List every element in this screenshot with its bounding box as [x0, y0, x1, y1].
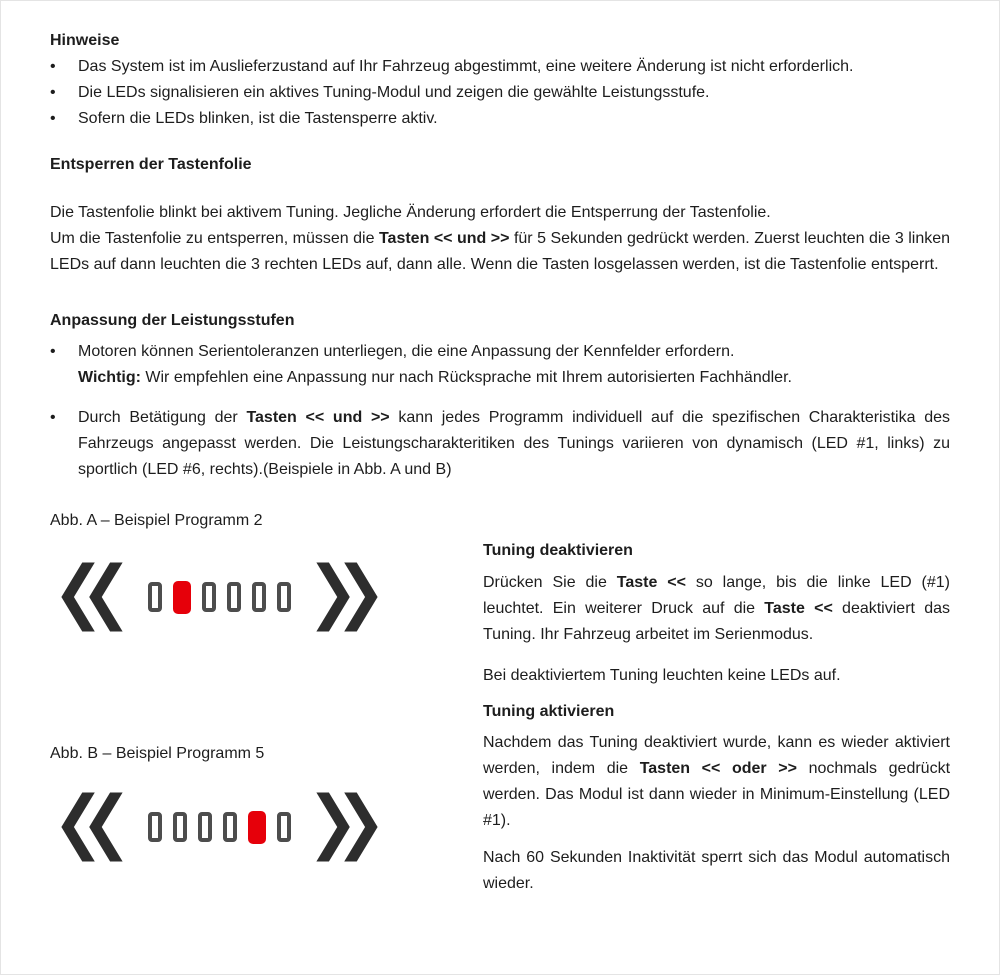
- list-item: [50, 405, 950, 483]
- bullet-text: Durch Betätigung der Tasten << und >> kann jedes Programm individuell auf die spezifischen Charakteristika des Fahrzeugs angepasst werden. Die Leistungscharakteritiken des Tunings variieren von dynamisch (LED #1, links) zu sportlich (LED #6, rechts).(Beispiele in Abb. A und B): [78, 409, 951, 478]
- led-inactive: [198, 812, 212, 842]
- bullet-marker: •: [50, 84, 56, 101]
- led-inactive: [223, 812, 237, 842]
- bullet-text: Sofern die LEDs blinken, ist die Tastensperre aktiv.: [78, 110, 438, 127]
- led-inactive: [148, 812, 162, 842]
- led-active: [248, 811, 266, 844]
- paragraph: Um die Tastenfolie zu entsperren, müssen die Tasten << und >> für 5 Sekunden gedrückt werden. Zuerst leuchten die 3 linken LEDs auf dann leuchten die 3 rechten LEDs auf, dann alle. Wenn die Tasten losgelassen werden, ist die Tastenfolie entsperrt.: [50, 230, 951, 273]
- paragraph: Drücken Sie die Taste << so lange, bis die linke LED (#1) leuchtet. Ein weiterer Druck auf die Taste << deaktiviert das Tuning. Ihr Fahrzeug arbeitet im Serienmodus.: [483, 574, 951, 643]
- paragraph-line: Die Tastenfolie blinkt bei aktivem Tuning. Jegliche Änderung erfordert die Entsperrung der Tastenfolie.: [50, 204, 771, 221]
- double-chevron-right-icon: [315, 791, 379, 863]
- lower-columns: [50, 483, 950, 895]
- section-title-hinweise: Hinweise: [50, 32, 120, 49]
- led-row: [148, 581, 291, 614]
- bullet-text: Das System ist im Auslieferzustand auf Ihr Fahrzeug abgestimmt, eine weitere Änderung ist nicht erforderlich.: [78, 58, 854, 75]
- section-title-entsperren: Entsperren der Tastenfolie: [50, 156, 252, 173]
- figure-b-led-display: [60, 787, 379, 867]
- section-hinweise: [50, 28, 950, 132]
- bullet-marker: •: [50, 343, 56, 360]
- double-chevron-right-icon: [315, 561, 379, 633]
- double-chevron-left-icon: [60, 561, 124, 633]
- section-title-tuning-aktivieren: Tuning aktivieren: [483, 703, 615, 720]
- paragraph: Nach 60 Sekunden Inaktivität sperrt sich das Modul automatisch wieder.: [483, 849, 950, 892]
- led-inactive: [277, 582, 291, 612]
- list-item: [50, 339, 950, 391]
- bullet-marker: •: [50, 409, 56, 426]
- led-row: [148, 811, 291, 844]
- list-item: [50, 106, 950, 132]
- figure-b-caption: Abb. B – Beispiel Programm 5: [50, 745, 265, 762]
- led-inactive: [202, 582, 216, 612]
- section-entsperren: [50, 152, 950, 278]
- led-active: [173, 581, 191, 614]
- figure-a-caption: Abb. A – Beispiel Programm 2: [50, 512, 263, 529]
- section-title-anpassung: Anpassung der Leistungsstufen: [50, 312, 295, 329]
- figure-a-led-display: [60, 557, 379, 637]
- double-chevron-left-icon: [60, 791, 124, 863]
- section-anpassung: [50, 308, 950, 483]
- section-title-tuning-deaktivieren: Tuning deaktivieren: [483, 542, 633, 559]
- led-inactive: [277, 812, 291, 842]
- led-inactive: [252, 582, 266, 612]
- instructions-column: [483, 538, 950, 897]
- paragraph: Bei deaktiviertem Tuning leuchten keine LEDs auf.: [483, 667, 841, 684]
- bullet-text: Die LEDs signalisieren ein aktives Tuning-Modul und zeigen die gewählte Leistungsstufe.: [78, 84, 710, 101]
- led-inactive: [227, 582, 241, 612]
- list-item: [50, 54, 950, 80]
- bullet-marker: •: [50, 110, 56, 127]
- led-inactive: [148, 582, 162, 612]
- bullet-line: Motoren können Serientoleranzen unterliegen, die eine Anpassung der Kennfelder erfordern.: [78, 343, 735, 360]
- bullet-line: Wichtig: Wir empfehlen eine Anpassung nur nach Rücksprache mit Ihrem autorisierten Fachhändler.: [78, 369, 792, 386]
- bullet-marker: •: [50, 58, 56, 75]
- paragraph: Nachdem das Tuning deaktiviert wurde, kann es wieder aktiviert werden, indem die Tasten << oder >> nochmals gedrückt werden. Das Modul ist dann wieder in Minimum-Einstellung (LED #1).: [483, 734, 951, 829]
- list-item: [50, 80, 950, 106]
- led-inactive: [173, 812, 187, 842]
- bullet-text: [78, 339, 950, 391]
